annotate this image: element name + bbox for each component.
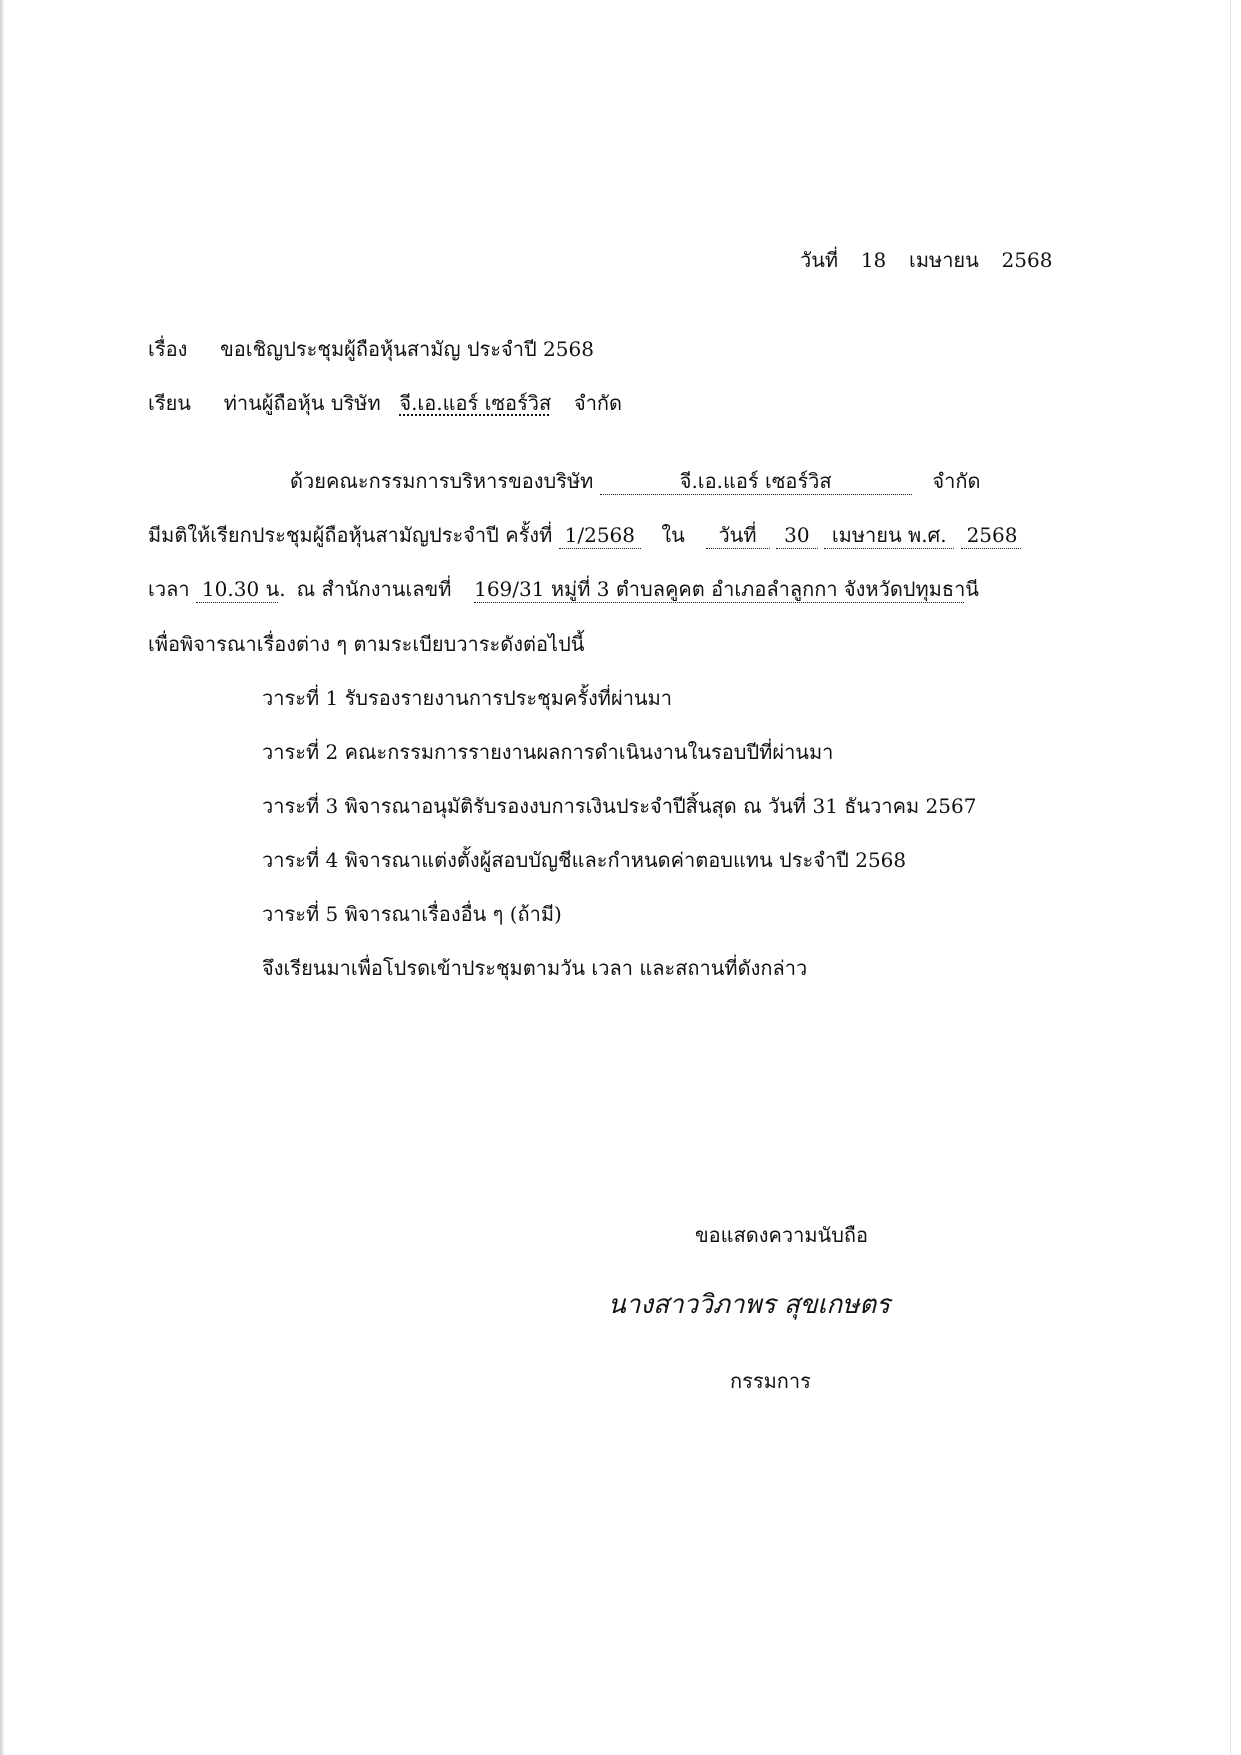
recipient-company: จี.เอ.แอร์ เซอร์วิส bbox=[399, 391, 552, 415]
agenda-item-4: วาระที่ 4 พิจารณาแต่งตั้งผู้สอบบัญชีและกำหนดค่าตอบแทน ประจำปี 2568 bbox=[262, 848, 907, 872]
body-l4: เพื่อพิจารณาเรื่องต่าง ๆ ตามระเบียบวาระดังต่อไปนี้ bbox=[148, 632, 585, 656]
body-l3-time: 10.30 น. bbox=[196, 576, 278, 603]
agenda-item-3: วาระที่ 3 พิจารณาอนุมัติรับรองงบการเงินประจำปีสิ้นสุด ณ วันที่ 31 ธันวาคม 2567 bbox=[262, 794, 977, 818]
body-l3-address: 169/31 หมู่ที่ 3 ตำบลคูคต อำเภอลำลูกกา จังหวัดปทุมธานี bbox=[474, 577, 979, 601]
recipient-line bbox=[148, 388, 622, 418]
body-line-4 bbox=[148, 629, 584, 659]
subject-line bbox=[148, 334, 594, 364]
scan-edge-left bbox=[0, 0, 4, 1755]
body-l2-day-label: วันที่ bbox=[706, 522, 770, 549]
date-line bbox=[800, 245, 1052, 275]
date-year: 2568 bbox=[1001, 248, 1053, 272]
agenda-item-2: วาระที่ 2 คณะกรรมการรายงานผลการดำเนินงานในรอบปีที่ผ่านมา bbox=[262, 740, 834, 764]
recipient-prefix: ท่านผู้ถือหุ้น บริษัท bbox=[223, 391, 381, 415]
scan-edge-right bbox=[1230, 0, 1231, 1755]
body-l3-prefix: เวลา bbox=[148, 577, 190, 601]
body-l2-year: 2568 bbox=[961, 522, 1021, 549]
closing-text: จึงเรียนมาเพื่อโปรดเข้าประชุมตามวัน เวลา และสถานที่ดังกล่าว bbox=[262, 956, 808, 980]
body-l1-suffix: จำกัด bbox=[932, 469, 981, 493]
signoff-position: กรรมการ bbox=[730, 1369, 811, 1393]
body-line-1 bbox=[290, 466, 980, 496]
body-l2-number: 1/2568 bbox=[559, 522, 641, 549]
body-l2-month: เมษายน พ.ศ. bbox=[824, 522, 954, 549]
agenda-item-1: วาระที่ 1 รับรองรายงานการประชุมครั้งที่ผ่านมา bbox=[262, 686, 673, 710]
subject-text: ขอเชิญประชุมผู้ถือหุ้นสามัญ ประจำปี 2568 bbox=[220, 337, 594, 361]
body-l2-day: 30 bbox=[776, 522, 818, 549]
date-day: 18 bbox=[860, 248, 887, 272]
body-line-2 bbox=[148, 520, 1021, 550]
body-l1-prefix: ด้วยคณะกรรมการบริหารของบริษัท bbox=[290, 469, 594, 493]
body-l1-company: จี.เอ.แอร์ เซอร์วิส bbox=[600, 468, 912, 495]
recipient-suffix: จำกัด bbox=[573, 391, 623, 415]
date-prefix: วันที่ bbox=[800, 248, 839, 272]
date-month: เมษายน bbox=[908, 248, 979, 272]
body-l2-prefix: มีมติให้เรียกประชุมผู้ถือหุ้นสามัญประจำปี ครั้งที่ bbox=[148, 523, 553, 547]
agenda-item-5: วาระที่ 5 พิจารณาเรื่องอื่น ๆ (ถ้ามี) bbox=[262, 902, 562, 926]
signoff-regards: ขอแสดงความนับถือ bbox=[695, 1223, 869, 1247]
body-l2-in: ใน bbox=[661, 523, 685, 547]
body-line-3 bbox=[148, 574, 979, 604]
recipient-label: เรียน bbox=[148, 391, 191, 415]
signoff-name: นางสาววิภาพร สุขเกษตร bbox=[608, 1290, 891, 1320]
body-l3-mid: ณ สำนักงานเลขที่ bbox=[296, 577, 452, 601]
subject-label: เรื่อง bbox=[148, 337, 188, 361]
